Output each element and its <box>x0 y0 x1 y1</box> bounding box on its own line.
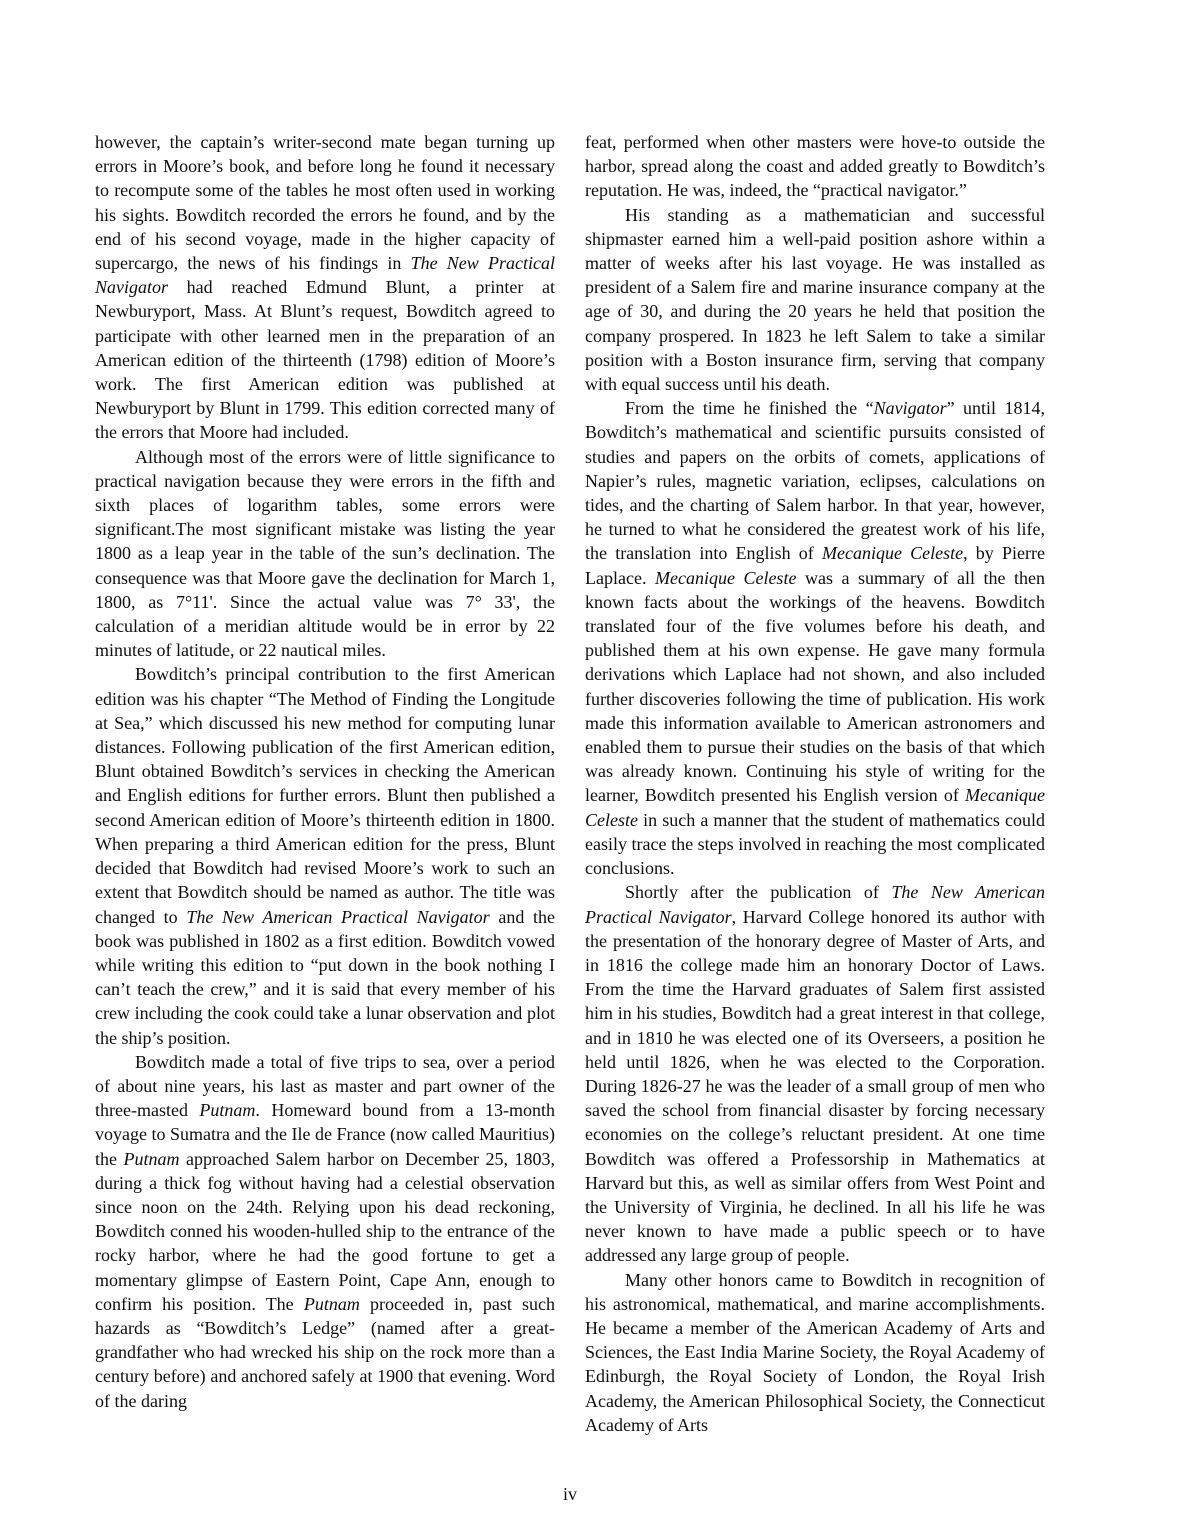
text-segment: and the book was published in 1802 as a first edition. Bowditch vowed while writing this edition to “put down in the book nothing I can’t teach the crew,” and it is said that every member of his crew including the cook could take a lunar observation and plot the ship’s position. <box>95 906 556 1048</box>
italic-text-segment: The New Practical Navigator <box>95 253 555 298</box>
text-segment: in such a manner that the student of mathematics could easily trace the steps involved in reaching the most complicated conclusions. <box>585 809 1045 879</box>
text-segment: . Homeward bound from a 13-month voyage to Sumatra and the Ile de France (now called Mauritius) the <box>95 1100 555 1169</box>
column-right <box>585 130 1045 1437</box>
italic-text-segment: Mecanique Celeste <box>821 543 964 564</box>
text-columns <box>95 130 1045 1437</box>
text-segment: approached Salem harbor on December 25, 1803, during a thick fog without having had a celestial observation since noon on the 24th. Relying upon his dead reckoning, Bowditch conned his wooden-hulled ship to the entrance of the rocky harbor, where he had the good fortune to get a momentary glimpse of Eastern Point, Cape Ann, enough to confirm his position. The <box>95 1148 555 1314</box>
paragraph <box>95 662 555 1049</box>
italic-text-segment: Mecanique Celeste <box>585 785 1045 830</box>
paragraph <box>95 445 555 663</box>
text-segment: , Harvard College honored its author with the presentation of the honorary degree of Master of Arts, and in 1816 the college made him an honorary Doctor of Laws. From the time the Harvard graduates of Salem first assisted him in his studies, Bowditch had a great interest in that college, and in 1810 he was elected one of its Overseers, a position he held until 1826, when he was elected to the Corporation. During 1826-27 he was the leader of a small group of men who saved the school from financial disaster by forcing necessary economies on the college’s reluctant president. At one time Bowditch was offered a Professorship in Mathematics at Harvard but this, as well as similar offers from West Point and the University of Virginia, he declined. In all his life he was never known to have made a public speech or to have addressed any large group of people. <box>585 906 1045 1266</box>
italic-text-segment: Putnam <box>123 1148 180 1169</box>
paragraph <box>95 1050 555 1413</box>
text-segment: From the time he finished the “ <box>625 398 874 419</box>
text-segment: feat, performed when other masters were hove-to outside the harbor, spread along the coast and added greatly to Bowditch’s reputation. He was, indeed, the “practical navigator.” <box>585 132 1045 201</box>
column-left <box>95 130 555 1437</box>
paragraph <box>585 130 1045 203</box>
italic-text-segment: The New American Practical Navigator <box>585 882 1045 927</box>
page-number: iv <box>562 1484 577 1504</box>
text-segment: ” until 1814, Bowditch’s mathematical and scientific pursuits consisted of studies and papers on the orbits of comets, applications of Napier’s rules, magnetic variation, eclipses, calculations on tides, and the charting of Salem harbor. In that year, however, he turned to what he considered the greatest work of his life, the translation into English of <box>585 398 1045 564</box>
paragraph <box>585 880 1045 1267</box>
text-segment: had reached Edmund Blunt, a printer at Newburyport, Mass. At Blunt’s request, Bowditch agreed to participate with other learned men in the preparation of an American edition of the thirteenth (1798) edition of Moore’s work. The first American edition was published at Newburyport by Blunt in 1799. This edition corrected many of the errors that Moore had included. <box>95 277 555 443</box>
text-segment: Many other honors came to Bowditch in recognition of his astronomical, mathematical, and marine accomplishments. He became a member of the American Academy of Arts and Sciences, the East India Marine Society, the Royal Academy of Edinburgh, the Royal Society of London, the Royal Irish Academy, the American Philosophical Society, the Connecticut Academy of Arts <box>585 1269 1045 1435</box>
paragraph <box>95 130 555 445</box>
italic-text-segment: The New American Practical Navigator <box>186 906 490 927</box>
italic-text-segment: Putnam <box>303 1293 360 1314</box>
text-segment: His standing as a mathematician and successful shipmaster earned him a well-paid position ashore within a matter of weeks after his last voyage. He was installed as president of a Salem fire and marine insurance company at the age of 30, and during the 20 years he held that position the company prospered. In 1823 he left Salem to take a similar position with a Boston insurance firm, serving that company with equal success until his death. <box>585 204 1045 395</box>
paragraph <box>585 203 1045 397</box>
text-segment: was a summary of all the then known facts about the workings of the heavens. Bowditch translated four of the five volumes before his death, and published them at his own expense. He gave many formula derivations which Laplace had not shown, and also included further discoveries following the time of publication. His work made this information available to American astronomers and enabled them to pursue their studies on the basis of that which was already known. Continuing his style of writing for the learner, Bowditch presented his English version of <box>585 567 1045 806</box>
text-segment: Bowditch made a total of five trips to sea, over a period of about nine years, his last as master and part owner of the three-masted <box>95 1051 555 1121</box>
text-segment: , by Pierre Laplace. <box>585 543 1045 588</box>
italic-text-segment: Navigator <box>873 398 947 419</box>
text-segment: proceeded in, past such hazards as “Bowditch’s Ledge” (named after a great-grandfather who had wrecked his ship on the rock more than a century before) and anchored safely at 1900 that evening. Word of the daring <box>95 1293 555 1411</box>
italic-text-segment: Putnam <box>199 1100 256 1121</box>
paragraph <box>585 1268 1045 1437</box>
text-segment: Shortly after the publication of <box>625 882 892 903</box>
paragraph <box>585 396 1045 880</box>
text-segment: however, the captain’s writer-second mate began turning up errors in Moore’s book, and before long he found it necessary to recompute some of the tables he most often used in working his sights. Bowditch recorded the errors he found, and by the end of his second voyage, made in the higher capacity of supercargo, the news of his findings in <box>95 132 555 274</box>
text-segment: Bowditch’s principal contribution to the first American edition was his chapter “The Method of Finding the Longitude at Sea,” which discussed his new method for computing lunar distances. Following publication of the first American edition, Blunt obtained Bowditch’s services in checking the American and English editions for further errors. Blunt then published a second American edition of Moore’s thirteenth edition in 1800. When preparing a third American edition for the press, Blunt decided that Bowditch had revised Moore’s work to such an extent that Bowditch should be named as author. The title was changed to <box>95 664 555 927</box>
text-segment: Although most of the errors were of little significance to practical navigation because they were errors in the fifth and sixth places of logarithm tables, some errors were significant.The most significant mistake was listing the year 1800 as a leap year in the table of the sun’s declination. The consequence was that Moore gave the declination for March 1, 1800, as 7°11'. Since the actual value was 7° 33', the calculation of a meridian altitude would be in error by 22 minutes of latitude, or 22 nautical miles. <box>95 446 555 661</box>
italic-text-segment: Mecanique Celeste <box>654 567 797 588</box>
